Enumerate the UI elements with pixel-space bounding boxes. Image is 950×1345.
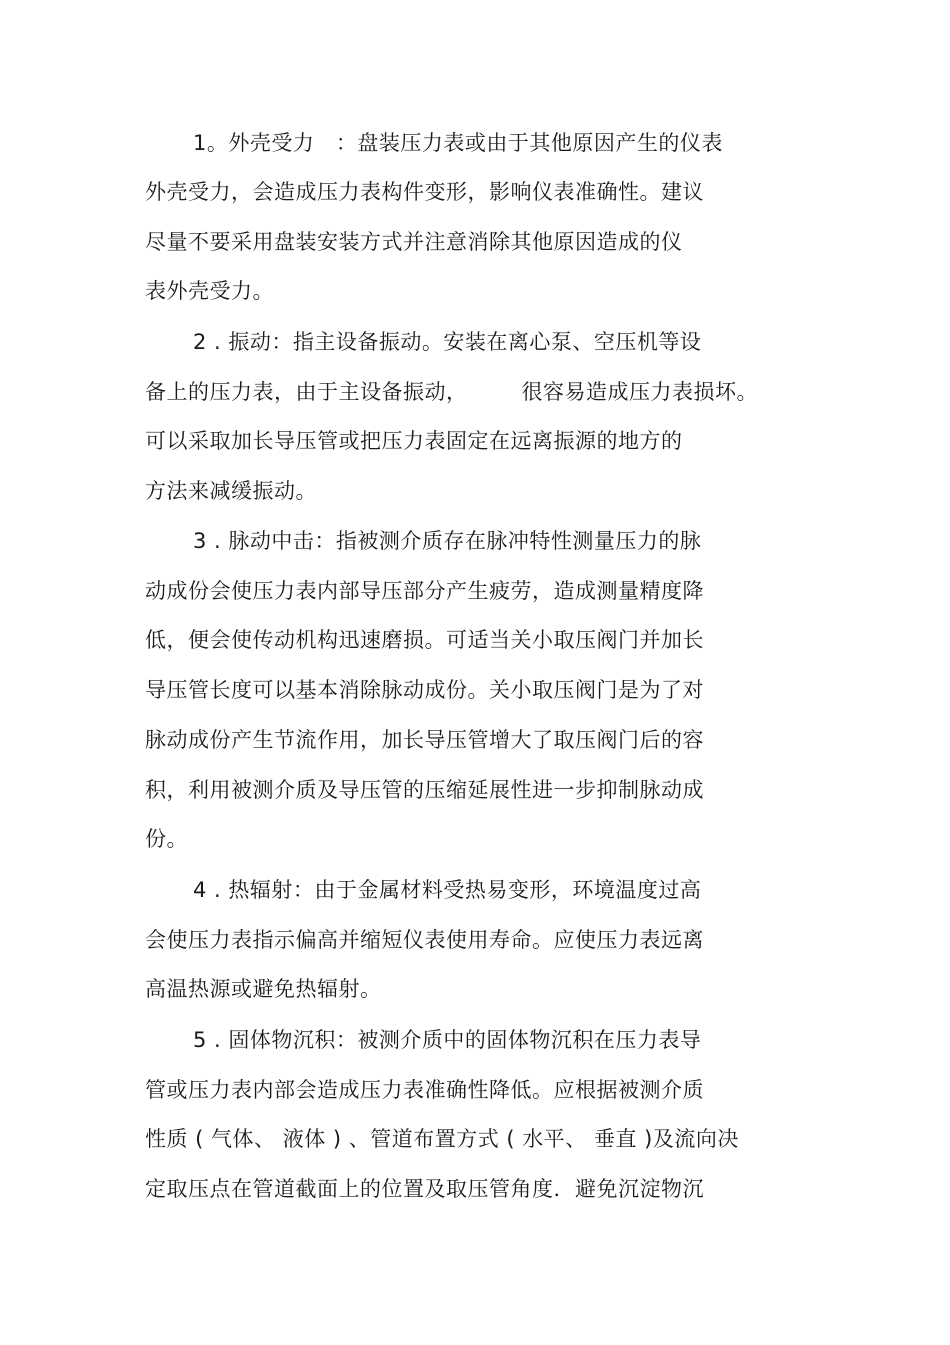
paragraph-4-line-3: 高温热源或避免热辐射。: [145, 977, 382, 1001]
paragraph-3-line-7: 份。: [145, 827, 188, 851]
paragraph-2-line-2: 备上的压力表，由于主设备振动， 很容易造成压力表损坏。: [145, 380, 758, 404]
paragraph-4-line-1: 4 . 热辐射：由于金属材料受热易变形，环境温度过高: [193, 878, 702, 902]
paragraph-2-line-3: 可以采取加长导压管或把压力表固定在远离振源的地方的: [145, 429, 683, 453]
paragraph-5-line-1: 5 . 固体物沉积：被测介质中的固体物沉积在压力表导: [193, 1028, 702, 1052]
paragraph-1-line-4: 表外壳受力。: [145, 279, 274, 303]
paragraph-2-line-4: 方法来减缓振动。: [145, 479, 317, 503]
paragraph-3-line-1: 3 . 脉动中击：指被测介质存在脉冲特性测量压力的脉: [193, 529, 702, 553]
paragraph-2-line-1: 2 . 振动：指主设备振动。安装在离心泵、空压机等设: [193, 330, 702, 354]
paragraph-3-line-2: 动成份会使压力表内部导压部分产生疲劳，造成测量精度降: [145, 579, 704, 603]
paragraph-3-line-5: 脉动成份产生节流作用，加长导压管增大了取压阀门后的容: [145, 728, 704, 752]
paragraph-5-line-3: 性质 ( 气体、 液体 ) 、管道布置方式 ( 水平、 垂直 )及流向决: [145, 1127, 739, 1151]
paragraph-3-line-3: 低，便会使传动机构迅速磨损。可适当关小取压阀门并加长: [145, 628, 704, 652]
paragraph-3-line-4: 导压管长度可以基本消除脉动成份。关小取压阀门是为了对: [145, 678, 704, 702]
paragraph-1-line-1: 1。外壳受力 ：盘装压力表或由于其他原因产生的仪表: [193, 131, 723, 155]
paragraph-3-line-6: 积，利用被测介质及导压管的压缩延展性进一步抑制脉动成: [145, 778, 704, 802]
paragraph-1-line-3: 尽量不要采用盘装安装方式并注意消除其他原因造成的仪: [145, 230, 683, 254]
paragraph-1-line-2: 外壳受力，会造成压力表构件变形，影响仪表准确性。建议: [145, 180, 704, 204]
paragraph-4-line-2: 会使压力表指示偏高并缩短仪表使用寿命。应使压力表远离: [145, 928, 704, 952]
paragraph-5-line-4: 定取压点在管道截面上的位置及取压管角度．避免沉淀物沉: [145, 1177, 704, 1201]
paragraph-5-line-2: 管或压力表内部会造成压力表准确性降低。应根据被测介质: [145, 1078, 704, 1102]
